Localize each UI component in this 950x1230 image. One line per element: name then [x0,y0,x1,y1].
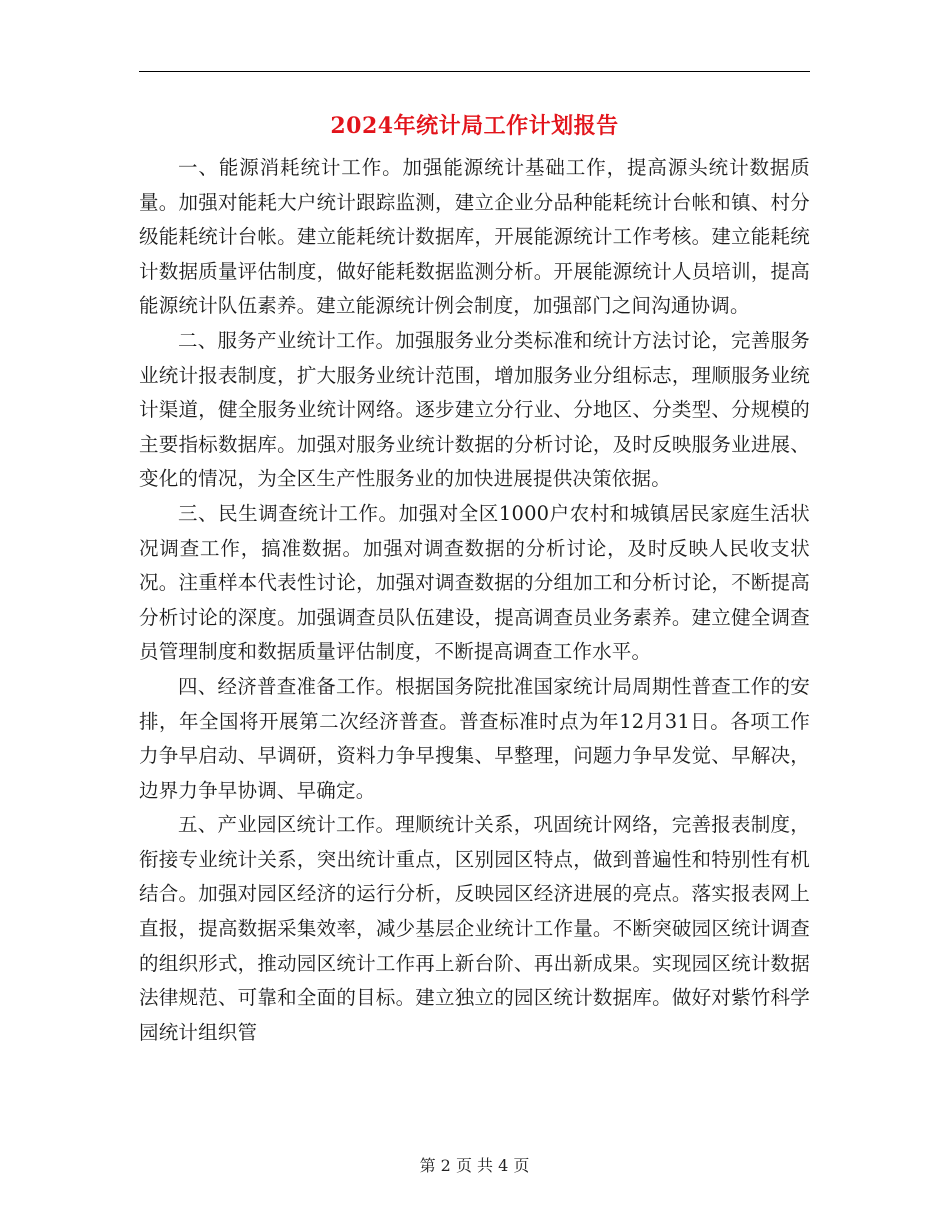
paragraph-energy-statistics: 一、能源消耗统计工作。加强能源统计基础工作，提高源头统计数据质量。加强对能耗大户统计跟踪监测，建立企业分品种能耗统计台帐和镇、村分级能耗统计台帐。建立能耗统计数据库，开展能源统计工作考核。建立能耗统计数据质量评估制度，做好能耗数据监测分析。开展能源统计人员培训，提高能源统计队伍素养。建立能源统计例会制度，加强部门之间沟通协调。 [139,156,810,318]
document-body [139,151,810,1050]
header-rule [139,71,810,72]
paragraph-economic-census: 四、经济普查准备工作。根据国务院批准国家统计局周期性普查工作的安排，年全国将开展第二次经济普查。普查标准时点为年12月31日。各项工作力争早启动、早调研，资料力争早搜集、早整理，问题力争早发觉、早解决，边界力争早协调、早确定。 [139,674,810,802]
page-number-footer: 第 2 页 共 4 页 [419,1156,530,1175]
document-title: 2024年统计局工作计划报告 [330,113,619,139]
paragraph-industrial-park-statistics: 五、产业园区统计工作。理顺统计关系，巩固统计网络，完善报表制度，衔接专业统计关系，突出统计重点，区别园区特点，做到普遍性和特别性有机结合。加强对园区经济的运行分析，反映园区经济进展的亮点。落实报表网上直报，提高数据采集效率，减少基层企业统计工作量。不断突破园区统计调查的组织形式，推动园区统计工作再上新台阶、再出新成果。实现园区统计数据法律规范、可靠和全面的目标。建立独立的园区统计数据库。做好对紫竹科学园统计组织管 [139,813,810,1044]
paragraph-service-industry-statistics: 二、服务产业统计工作。加强服务业分类标准和统计方法讨论，完善服务业统计报表制度，扩大服务业统计范围，增加服务业分组标志，理顺服务业统计渠道，健全服务业统计网络。逐步建立分行业、分地区、分类型、分规模的主要指标数据库。加强对服务业统计数据的分析讨论，及时反映服务业进展、变化的情况，为全区生产性服务业的加快进展提供决策依据。 [139,328,810,491]
paragraph-livelihood-survey: 三、民生调查统计工作。加强对全区1000户农村和城镇居民家庭生活状况调查工作，搞准数据。加强对调查数据的分析讨论，及时反映人民收支状况。注重样本代表性讨论，加强对调查数据的分组加工和分析讨论，不断提高分析讨论的深度。加强调查员队伍建设，提高调查员业务素养。建立健全调查员管理制度和数据质量评估制度，不断提高调查工作水平。 [139,501,810,664]
